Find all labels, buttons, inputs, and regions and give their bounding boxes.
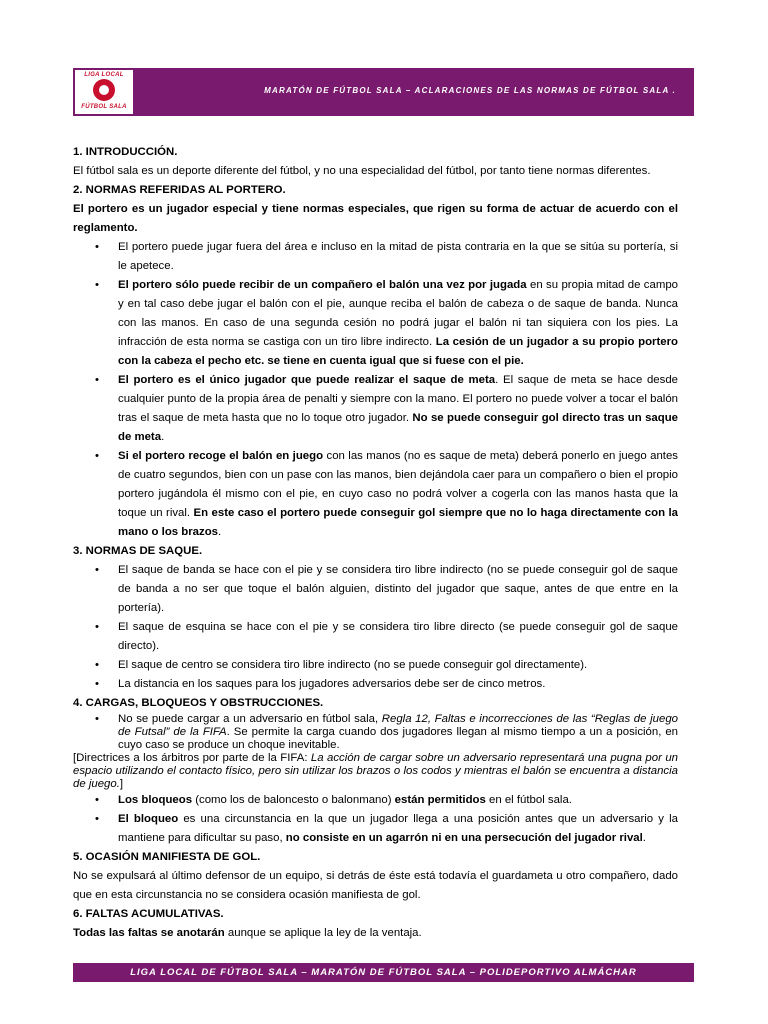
portero-bullet-2: • El portero sólo puede recibir de un compañero el balón una vez por jugada en su propia mitad de campo y en tal caso debe jugar el balón con el pie, aunque reciba el balón de cabeza o de saque de banda. Nunca con las manos. En caso de una segunda cesión no podrá jugar el balón ni tan siquiera con los pies. La infracción de esta norma se castiga con un tiro libre indirecto. La cesión de un jugador a su propio portero con la cabeza el pecho etc. se tiene en cuenta igual que si fuese con el pie.	[73, 276, 678, 371]
liga-local-logo	[75, 70, 133, 114]
saque-bullet-3: • El saque de centro se considera tiro libre indirecto (no se puede conseguir gol directamente).	[73, 656, 678, 675]
section-5-heading: 5. OCASIÓN MANIFIESTA DE GOL.	[73, 851, 261, 863]
logo-bottom-text: FÚTBOL SALA	[81, 104, 127, 110]
saque-bullet-2: • El saque de esquina se hace con el pie y se considera tiro libre directo (se puede conseguir gol de saque directo).	[73, 618, 678, 656]
page-header	[73, 68, 694, 116]
saque-bullet-4: • La distancia en los saques para los jugadores adversarios debe ser de cinco metros.	[73, 675, 678, 694]
logo-top-text: LIGA LOCAL	[84, 72, 124, 78]
portero-bullet-4: • Si el portero recoge el balón en juego con las manos (no es saque de meta) deberá ponerlo en juego antes de cuatro segundos, bien con un pase con las manos, bien dejándola caer para un compañero o bien el propio portero jugándola él mismo con el pie, en cuyo caso no podrá volver a cogerla con las manos hasta que la toque un rival. En este caso el portero puede conseguir gol siempre que no lo haga directamente con la mano o los brazos.	[73, 447, 678, 542]
cargas-bullet-1: • No se puede cargar a un adversario en fútbol sala, Regla 12, Faltas e incorrecciones de las “Reglas de juego de Futsal” de la FIFA. Se permite la carga cuando dos jugadores llegan al mismo tiempo a un a posición, en cuyo caso se produce un choque inevitable.	[73, 713, 678, 752]
section-1-text: El fútbol sala es un deporte diferente del fútbol, y no una especialidad del fútbol, por tanto tiene normas diferentes.	[73, 165, 651, 177]
section-2-heading: 2. NORMAS REFERIDAS AL PORTERO.	[73, 184, 286, 196]
section-4-heading: 4. CARGAS, BLOQUEOS Y OBSTRUCCIONES.	[73, 697, 324, 709]
document-body	[73, 143, 678, 943]
portero-bullet-1: • El portero puede jugar fuera del área e incluso en la mitad de pista contraria en la que se sitúa su portería, si le apetece.	[73, 238, 678, 276]
cargas-bullet-2: • Los bloqueos (como los de baloncesto o balonmano) están permitidos en el fútbol sala.	[73, 791, 678, 810]
section-2-intro: El portero es un jugador especial y tiene normas especiales, que rigen su forma de actuar de acuerdo con el reglamento.	[73, 203, 678, 234]
page-footer: LIGA LOCAL DE FÚTBOL SALA – MARATÓN DE FÚTBOL SALA – POLIDEPORTIVO ALMÁCHAR	[73, 963, 694, 982]
cargas-bullet-3: • El bloqueo es una circunstancia en la que un jugador llega a una posición antes que un adversario y la mantiene para dificultar su paso, no consiste en un agarrón ni en una persecución del jugador rival.	[73, 810, 678, 848]
saque-bullet-1: • El saque de banda se hace con el pie y se considera tiro libre indirecto (no se puede conseguir gol de saque de banda a no ser que toque el balón alguien, distinto del jugador que saque, antes de que entre en la portería).	[73, 561, 678, 618]
fifa-directives: [Directrices a los árbitros por parte de la FIFA: La acción de cargar sobre un adversario representará una pugna por un espacio utilizando el contacto físico, pero sin utilizar los brazos o los codos y mientras el balón se encuentra a distancia de juego.]	[73, 752, 678, 790]
section-5-text: No se expulsará al último defensor de un equipo, si detrás de éste está todavía el guardameta u otro compañero, dado que en esta circunstancia no se considera ocasión manifiesta de gol.	[73, 870, 678, 901]
portero-bullet-3: • El portero es el único jugador que puede realizar el saque de meta. El saque de meta se hace desde cualquier punto de la propia área de penalti y siempre con la mano. El portero no puede volver a tocar el balón tras el saque de meta hasta que no lo toque otro jugador. No se puede conseguir gol directo tras un saque de meta.	[73, 371, 678, 447]
header-title: MARATÓN DE FÚTBOL SALA – ACLARACIONES DE LAS NORMAS DE FÚTBOL SALA .	[264, 86, 676, 95]
section-3-heading: 3. NORMAS DE SAQUE.	[73, 545, 203, 557]
section-1-heading: 1. INTRODUCCIÓN.	[73, 146, 178, 158]
section-6-text: Todas las faltas se anotarán aunque se aplique la ley de la ventaja.	[73, 927, 422, 939]
football-icon	[93, 79, 115, 101]
section-6-heading: 6. FALTAS ACUMULATIVAS.	[73, 908, 224, 920]
